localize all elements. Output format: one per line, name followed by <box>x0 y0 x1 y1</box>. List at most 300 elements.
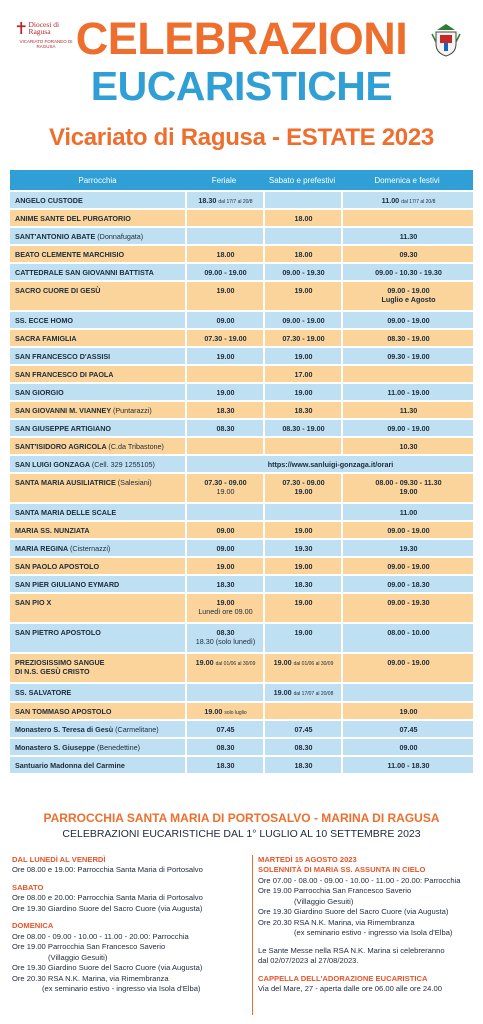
weekday-time <box>185 757 263 773</box>
saturday-time <box>263 312 341 328</box>
saturday-time <box>263 420 341 436</box>
sunday-time <box>341 420 473 436</box>
weekday-line: Ore 08.00 e 19.00: Parrocchia Santa Maria di Portosalvo <box>12 865 203 875</box>
weekday-time <box>185 522 263 538</box>
parish-name <box>10 366 185 382</box>
weekday-time-note: dal 01/06 al 30/09 <box>215 661 256 668</box>
sunday-time-value: 07.45 <box>399 724 418 734</box>
sunday-time-note: dal 17/7 al 20/8 <box>401 199 436 205</box>
weekday-time-value: 18.00 <box>216 250 235 260</box>
august-line: Ore 20.30 RSA N.K. Marina, via Rimembranza <box>258 917 415 927</box>
weekday-time <box>185 594 263 622</box>
parish-name <box>10 739 185 755</box>
parish-name-text: Monastero S. Giuseppe <box>15 742 95 752</box>
parish-name-text: SANTA MARIA AUSILIATRICE <box>15 478 116 488</box>
table-row <box>10 652 473 682</box>
saturday-time-value: 19.00 <box>294 562 313 572</box>
sunday-time <box>341 246 473 262</box>
sunday-time <box>341 594 473 622</box>
weekday-time <box>185 366 263 382</box>
weekday-time-extra: 19.00 <box>216 487 235 497</box>
parish-note: (Cisternazzi) <box>69 544 111 554</box>
weekday-time <box>185 540 263 556</box>
table-row <box>10 592 473 622</box>
saturday-time <box>263 402 341 418</box>
parish-name-text: BEATO CLEMENTE MARCHISIO <box>15 250 125 260</box>
sunday-time <box>341 721 473 737</box>
parish-name-text: PREZIOSISSIMO SANGUE <box>15 658 105 668</box>
sunday-time-value: 09.00 - 19.00 <box>387 562 430 572</box>
sunday-time <box>341 684 473 700</box>
saturday-time <box>263 540 341 556</box>
sunday-line: Ore 08.00 - 09.00 - 10.00 - 11.00 - 20.00: Parrocchia <box>12 931 189 941</box>
weekday-time <box>185 576 263 592</box>
saturday-time <box>263 384 341 400</box>
parish-name-text: SAN FRANCESCO DI PAOLA <box>15 370 114 380</box>
sunday-time <box>341 757 473 773</box>
saturday-time <box>263 654 341 682</box>
parish-name-text: SANTA MARIA DELLE SCALE <box>15 508 117 518</box>
weekday-time <box>185 420 263 436</box>
saturday-time-note: dal 17/07 al 20/08 <box>293 691 334 698</box>
parish-note: (C.da Tribastone) <box>108 442 164 452</box>
saturday-time-value: 18.30 <box>294 760 313 770</box>
sunday-time <box>341 210 473 226</box>
sunday-time <box>341 402 473 418</box>
sunday-time-value: 19.30 <box>399 544 418 554</box>
saturday-line: Ore 08.00 e 20.00: Parrocchia Santa Maria di Portosalvo <box>12 893 203 903</box>
parish-name <box>10 228 185 244</box>
page-subtitle: Vicariato di Ragusa - ESTATE 2023 <box>49 124 434 151</box>
weekday-time <box>185 264 263 280</box>
parish-name <box>10 384 185 400</box>
adoration-line: Via del Mare, 27 - aperta dalle ore 06.00 alle ore 24.00 <box>258 984 442 994</box>
table-row <box>10 538 473 556</box>
table-row <box>10 244 473 262</box>
table-row <box>10 755 473 773</box>
parish-name-text: SAN TOMMASO APOSTOLO <box>15 706 112 716</box>
saturday-time-value: 19.00 <box>294 388 313 398</box>
weekday-time-extra: Lunedì ore 09.00 <box>198 607 253 617</box>
header <box>0 0 483 165</box>
sunday-line: Ore 19.00 Parrocchia San Francesco Saverio <box>12 942 166 952</box>
parish-name <box>10 703 185 719</box>
parish-name-text: SACRO CUORE DI GESÙ <box>15 286 101 296</box>
august-heading: MARTEDÌ 15 AGOSTO 2023 <box>258 855 357 864</box>
saturday-time-value: 18.00 <box>294 214 313 224</box>
parish-note: (Cell. 329 1255105) <box>91 460 155 470</box>
weekday-heading: DAL LUNEDÌ AL VENERDÌ <box>12 855 106 864</box>
header-weekday: Feriale <box>211 175 237 185</box>
weekday-time <box>185 312 263 328</box>
parish-name <box>10 540 185 556</box>
parish-name-text: SANT'ISIDORO AGRICOLA <box>15 442 107 452</box>
parish-name <box>10 684 185 700</box>
assumption-heading: SOLENNITÀ DI MARIA SS. ASSUNTA IN CIELO <box>258 865 426 875</box>
table-row <box>10 682 473 700</box>
sunday-time-value: 09.00 <box>399 742 418 752</box>
saturday-time-value: 19.00 <box>294 526 313 536</box>
saturday-time-value: 19.30 <box>294 544 313 554</box>
parish-name-text: SAN GIORGIO <box>15 388 64 398</box>
weekday-time-value: 09.00 <box>216 316 235 326</box>
sunday-time-value: 11.00 <box>381 196 400 205</box>
parish-name <box>10 757 185 773</box>
weekday-time-value: 19.00 <box>216 598 235 608</box>
table-header <box>10 170 473 190</box>
parish-name <box>10 576 185 592</box>
saturday-time <box>263 228 341 244</box>
parish-name <box>10 721 185 737</box>
saturday-time <box>263 192 341 208</box>
table-row <box>10 208 473 226</box>
weekday-time <box>185 703 263 719</box>
saturday-heading: SABATO <box>12 882 44 892</box>
weekday-time-value: 09.00 <box>216 544 235 554</box>
weekday-time-value: 09.00 <box>216 526 235 536</box>
table-row <box>10 310 473 328</box>
saturday-time-value: 19.00 <box>273 688 292 698</box>
table-row <box>10 737 473 755</box>
saturday-time <box>263 366 341 382</box>
weekday-time <box>185 739 263 755</box>
table-row <box>10 502 473 520</box>
sunday-time <box>341 474 473 502</box>
parish-name-line2: DI N.S. GESÙ CRISTO <box>15 667 90 677</box>
table-row <box>10 262 473 280</box>
parish-name-text: ANGELO CUSTODE <box>15 196 83 205</box>
table-row <box>10 520 473 538</box>
weekday-time <box>185 246 263 262</box>
saturday-time-value: 08.30 <box>294 742 313 752</box>
marina-title: PARROCCHIA SANTA MARIA DI PORTOSALVO - MARINA DI RAGUSA <box>43 811 440 825</box>
parish-note: (Salesiani) <box>117 478 152 488</box>
parish-name-text: ANIME SANTE DEL PURGATORIO <box>15 214 131 224</box>
weekday-time-value: 18.30 <box>216 760 235 770</box>
saturday-time <box>263 438 341 454</box>
weekday-time <box>185 192 263 208</box>
table-row <box>10 400 473 418</box>
sunday-time-value: 09.00 - 19.00 <box>387 316 430 326</box>
parish-name-text: Monastero S. Teresa di Gesù <box>15 724 114 734</box>
parish-name <box>10 504 185 520</box>
title-line-2: EUCARISTICHE <box>90 63 393 109</box>
saturday-time <box>263 739 341 755</box>
saturday-time <box>263 558 341 574</box>
sunday-time-value: 09.00 - 18.30 <box>387 580 430 590</box>
saturday-time-value: 17.00 <box>294 370 313 380</box>
table-row <box>10 574 473 592</box>
sunday-time-value: 09.30 - 19.00 <box>387 352 430 362</box>
saturday-line: Ore 19.30 Giardino Suore del Sacro Cuore (via Augusta) <box>12 903 203 913</box>
rsa-note: dal 02/07/2023 al 27/08/2023. <box>258 956 359 966</box>
weekday-time <box>185 624 263 652</box>
weekday-time-note: solo luglio <box>224 709 247 716</box>
sunday-time <box>341 540 473 556</box>
table-row <box>10 226 473 244</box>
sunday-time <box>341 312 473 328</box>
weekday-time-value: 18.30 <box>198 196 217 205</box>
sunday-time-value: 09.00 - 19.00 <box>387 658 430 668</box>
saturday-time-value: 07.30 - 19.00 <box>282 334 325 344</box>
sunday-time <box>341 348 473 364</box>
sunday-time <box>341 522 473 538</box>
sunday-time-value: 09.00 - 19.00 <box>387 286 430 296</box>
sunday-time-value: 08.00 - 10.00 <box>387 628 430 638</box>
weekday-time <box>185 558 263 574</box>
sunday-time <box>341 624 473 652</box>
saturday-time-value: 19.00 <box>294 286 313 296</box>
parish-name <box>10 282 185 310</box>
weekday-time <box>185 330 263 346</box>
table-row <box>10 328 473 346</box>
parish-name <box>10 330 185 346</box>
sunday-time-value: 11.30 <box>399 406 418 416</box>
weekday-time-value: 18.30 <box>216 580 235 590</box>
parish-name <box>10 402 185 418</box>
weekday-time-extra: 18.30 (solo lunedì) <box>195 637 256 647</box>
table-row <box>10 280 473 310</box>
weekday-time <box>185 384 263 400</box>
logo-title: Diocesi di Ragusa <box>28 19 60 36</box>
sunday-line: (ex seminario estivo - ingresso via Isola d'Elba) <box>42 984 201 994</box>
table-row <box>10 382 473 400</box>
august-line: Ore 19.30 Giardino Suore del Sacro Cuore (via Augusta) <box>258 907 449 917</box>
parish-name-text: CATTEDRALE SAN GIOVANNI BATTISTA <box>15 268 154 278</box>
saturday-time <box>263 474 341 502</box>
sunday-time <box>341 438 473 454</box>
sunday-time <box>341 192 473 208</box>
marina-schedule-right <box>252 855 474 1015</box>
table-row <box>10 190 473 208</box>
sunday-time-value: 08.00 - 09.30 - 11.30 <box>375 478 442 488</box>
saturday-time <box>263 246 341 262</box>
parish-name <box>10 420 185 436</box>
parish-name <box>10 348 185 364</box>
parish-name-text: Santuario Madonna del Carmine <box>15 760 125 770</box>
weekday-time <box>185 402 263 418</box>
sunday-heading: DOMENICA <box>12 921 54 931</box>
table-row <box>10 454 473 472</box>
weekday-time-value: 09.00 - 19.00 <box>204 268 247 278</box>
header-sunday: Domenica e festivi <box>374 175 440 185</box>
parish-name <box>10 594 185 622</box>
sunday-time-value: 09.00 - 10.30 - 19.30 <box>375 268 442 278</box>
saturday-time <box>263 504 341 520</box>
weekday-time <box>185 474 263 502</box>
weekday-time <box>185 210 263 226</box>
parish-note: (Carmelitane) <box>115 724 159 734</box>
table-row <box>10 436 473 454</box>
title-line-1: CELEBRAZIONI <box>75 13 408 64</box>
rsa-note: Le Sante Messe nella RSA N.K. Marina si celebreranno <box>258 945 445 955</box>
weekday-time <box>185 504 263 520</box>
weekday-time-value: 19.00 <box>216 352 235 362</box>
parish-name <box>10 246 185 262</box>
sunday-time <box>341 384 473 400</box>
sunday-time-value: 11.00 - 19.00 <box>387 388 430 398</box>
sunday-time-value: 08.30 - 19.00 <box>387 334 430 344</box>
sunday-time <box>341 330 473 346</box>
parish-name <box>10 456 185 472</box>
parish-name <box>10 438 185 454</box>
sunday-time <box>341 228 473 244</box>
saturday-time-value: 08.30 - 19.00 <box>282 424 325 434</box>
sunday-time <box>341 366 473 382</box>
parish-name-text: SAN PIO X <box>15 598 52 608</box>
sunday-time-value: 11.00 - 18.30 <box>387 760 430 770</box>
parish-name-text: SS. ECCE HOMO <box>15 316 73 326</box>
parish-name-text: SACRA FAMIGLIA <box>15 334 77 344</box>
saturday-time-value: 19.00 <box>294 598 313 608</box>
saturday-time-value: 19.00 <box>273 658 292 668</box>
sunday-time-value: 09.00 - 19.00 <box>387 526 430 536</box>
mass-schedule-table <box>10 170 473 773</box>
weekday-time-note: dal 17/7 al 20/8 <box>218 199 253 205</box>
table-row <box>10 418 473 436</box>
sunday-time-value: 11.00 <box>399 508 418 518</box>
saturday-time-value: 18.30 <box>294 406 313 416</box>
saturday-time-note: dal 01/06 al 30/09 <box>293 661 334 668</box>
parish-name-text: SAN FRANCESCO D'ASSISI <box>15 352 111 362</box>
sunday-time <box>341 504 473 520</box>
sunday-time <box>341 703 473 719</box>
header-parish: Parrocchia <box>78 175 117 185</box>
weekday-time-value: 19.00 <box>204 706 223 716</box>
sunday-time-extra: 19.00 <box>399 487 418 497</box>
sunday-time-value: 09.00 - 19.00 <box>387 424 430 434</box>
saturday-time <box>263 348 341 364</box>
logo-subtitle: VICARIATO FORANEO DI RAGUSA <box>19 39 73 50</box>
weekday-time <box>185 282 263 310</box>
saturday-time <box>263 624 341 652</box>
sunday-time <box>341 558 473 574</box>
sunday-time-value: 10.30 <box>399 442 418 452</box>
weekday-time <box>185 721 263 737</box>
parish-name <box>10 210 185 226</box>
parish-name-text: SANT'ANTONIO ABATE <box>15 232 96 242</box>
weekday-time-value: 08.30 <box>216 742 235 752</box>
weekday-time <box>185 684 263 700</box>
parish-name <box>10 264 185 280</box>
saturday-time-value: 07.30 - 09.00 <box>282 478 325 488</box>
saturday-time-value: 09.00 - 19.00 <box>282 316 325 326</box>
sunday-time-value: 11.30 <box>399 232 418 242</box>
sunday-time <box>341 739 473 755</box>
schedule-link[interactable]: https://www.sanluigi-gonzaga.it/orari <box>185 456 473 472</box>
weekday-time <box>185 348 263 364</box>
weekday-time-value: 18.30 <box>216 406 235 416</box>
saturday-time-extra: 19.00 <box>294 487 313 497</box>
weekday-time <box>185 438 263 454</box>
weekday-time-value: 08.30 <box>216 424 235 434</box>
parish-name-text: SAN PIETRO APOSTOLO <box>15 628 101 638</box>
sunday-time-value: 09.30 <box>399 250 418 260</box>
saturday-time <box>263 703 341 719</box>
saturday-time <box>263 282 341 310</box>
parish-note: (Benedettine) <box>96 742 141 752</box>
saturday-time-value: 19.00 <box>294 352 313 362</box>
table-row <box>10 556 473 574</box>
parish-name-text: SAN PIER GIULIANO EYMARD <box>15 580 120 590</box>
august-line: (Villaggio Gesuiti) <box>294 896 354 906</box>
table-row <box>10 346 473 364</box>
parish-name <box>10 312 185 328</box>
parish-name <box>10 522 185 538</box>
parish-name <box>10 558 185 574</box>
saturday-time <box>263 721 341 737</box>
weekday-time-value: 07.45 <box>216 724 235 734</box>
parish-name-text: SAN PAOLO APOSTOLO <box>15 562 100 572</box>
saturday-time <box>263 264 341 280</box>
parish-note: (Puntarazzi) <box>112 406 152 416</box>
parish-name <box>10 474 185 502</box>
sunday-time <box>341 654 473 682</box>
table-row <box>10 719 473 737</box>
saturday-time <box>263 576 341 592</box>
saturday-time <box>263 522 341 538</box>
parish-name-text: SAN GIUSEPPE ARTIGIANO <box>15 424 111 434</box>
weekday-time-value: 19.00 <box>216 562 235 572</box>
sunday-time <box>341 264 473 280</box>
table-body <box>10 190 473 773</box>
saturday-time <box>263 757 341 773</box>
weekday-time-value: 19.00 <box>195 658 214 668</box>
table-row <box>10 701 473 719</box>
sunday-time-value: 19.00 <box>399 706 418 716</box>
table-row <box>10 364 473 382</box>
weekday-time-value: 07.30 - 09.00 <box>204 478 247 488</box>
saturday-time <box>263 594 341 622</box>
weekday-time-value: 07.30 - 19.00 <box>204 334 247 344</box>
weekday-time-value: 19.00 <box>216 286 235 296</box>
august-line: Ore 19.00 Parrocchia San Francesco Saverio <box>258 886 412 896</box>
august-line: (ex seminario estivo - ingresso via Isola d'Elba) <box>294 928 453 938</box>
weekday-time <box>185 228 263 244</box>
weekday-time-value: 19.00 <box>216 388 235 398</box>
saturday-time-value: 09.00 - 19.30 <box>282 268 325 278</box>
saturday-time <box>263 330 341 346</box>
sunday-time-extra: Luglio e Agosto <box>381 295 436 305</box>
sunday-time-value: 09.00 - 19.30 <box>387 598 430 608</box>
parish-name <box>10 624 185 652</box>
parish-name-text: SAN GIOVANNI M. VIANNEY <box>15 406 111 416</box>
sunday-time <box>341 576 473 592</box>
marina-schedule-left <box>12 855 248 995</box>
saturday-time <box>263 210 341 226</box>
sunday-time <box>341 282 473 310</box>
adoration-heading: CAPPELLA DELL'ADORAZIONE EUCARISTICA <box>258 973 428 983</box>
saturday-time-value: 19.00 <box>294 628 313 638</box>
parish-name-text: MARIA REGINA <box>15 544 68 554</box>
saturday-time-value: 18.30 <box>294 580 313 590</box>
weekday-time-value: 08.30 <box>216 628 235 638</box>
sunday-line: (Villaggio Gesuiti) <box>48 952 108 962</box>
saturday-time <box>263 684 341 700</box>
header-saturday: Sabato e prefestivi <box>268 175 336 185</box>
august-line: Ore 07.00 - 08.00 - 09.00 - 10.00 - 11.00 - 20.00: Parrocchia <box>258 875 461 885</box>
parish-name-text: SS. SALVATORE <box>15 688 72 698</box>
parish-name-text: SAN LUIGI GONZAGA <box>15 460 90 470</box>
saturday-time-value: 07.45 <box>294 724 313 734</box>
sunday-line: Ore 19.30 Giardino Suore del Sacro Cuore (via Augusta) <box>12 963 203 973</box>
parish-name <box>10 192 185 208</box>
saturday-time-value: 18.00 <box>294 250 313 260</box>
parish-name-text: MARIA SS. NUNZIATA <box>15 526 90 536</box>
sunday-line: Ore 20.30 RSA N.K. Marina, via Rimembranza <box>12 973 169 983</box>
table-row <box>10 472 473 502</box>
parish-note: (Donnafugata) <box>97 232 144 242</box>
